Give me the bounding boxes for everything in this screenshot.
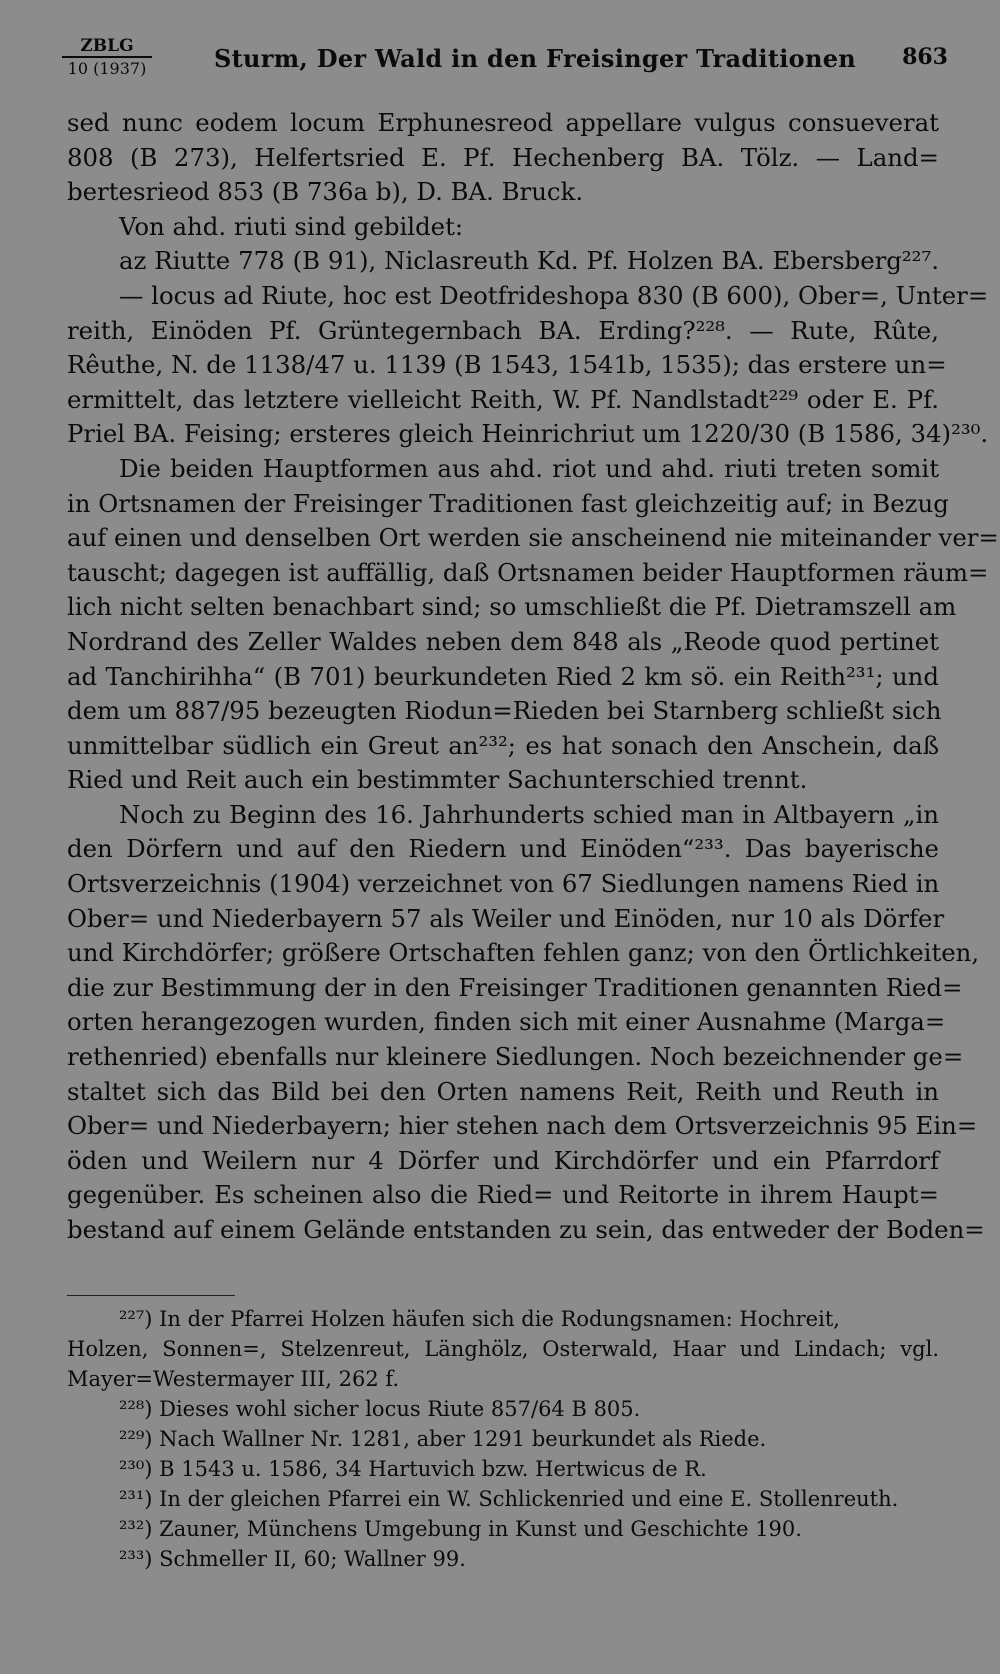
text-line: Von ahd. riuti sind gebildet:: [119, 211, 464, 241]
text-line: ad Tanchirihha“ (B 701) beurkundeten Ried 2 km sö. ein Reith²³¹; und: [67, 661, 939, 691]
footnote-line: ²³⁰) B 1543 u. 1586, 34 Hartuvich bzw. Hertwicus de R.: [119, 1457, 707, 1481]
text-line: Nordrand des Zeller Waldes neben dem 848 als „Reode quod pertinet: [67, 626, 939, 656]
text-line: Ober= und Niederbayern 57 als Weiler und Einöden, nur 10 als Dörfer: [67, 903, 945, 933]
text-line: rethenried) ebenfalls nur kleinere Siedlungen. Noch bezeichnender ge=: [67, 1042, 964, 1072]
text-line: bertesrieod 853 (B 736a b), D. BA. Bruck.: [67, 177, 584, 207]
running-header: [62, 36, 948, 86]
text-line: sed nunc eodem locum Erphunesreod appellare vulgus consueverat: [67, 108, 939, 137]
text-line: unmittelbar südlich ein Greut an²³²; es hat sonach den Anschein, daß: [67, 730, 939, 760]
running-title: Sturm, Der Wald in den Freisinger Traditionen: [214, 44, 857, 73]
text-line: auf einen und denselben Ort werden sie anscheinend nie miteinander ver=: [67, 523, 999, 553]
text-line: orten herangezogen wurden, finden sich mit einer Ausnahme (Marga=: [67, 1007, 946, 1037]
text-line: lich nicht selten benachbart sind; so umschließt die Pf. Dietramszell am: [67, 592, 957, 622]
journal-abbreviation: ZBLG: [62, 36, 152, 58]
body-text: [67, 106, 999, 1248]
footnote-line: ²²⁸) Dieses wohl sicher locus Riute 857/64 B 805.: [119, 1397, 641, 1421]
footnote-line: ²³²) Zauner, Münchens Umgebung in Kunst und Geschichte 190.: [119, 1517, 802, 1541]
text-line: tauscht; dagegen ist auffällig, daß Ortsnamen beider Hauptformen räum=: [67, 557, 989, 587]
footnote-divider: [67, 1295, 235, 1296]
text-line: die zur Bestimmung der in den Freisinger Traditionen genannten Ried=: [67, 972, 963, 1002]
text-line: Priel BA. Feising; ersteres gleich Heinrichriut um 1220/30 (B 1586, 34)²³⁰.: [67, 419, 989, 449]
text-line: Noch zu Beginn des 16. Jahrhunderts schied man in Altbayern „in: [119, 799, 939, 829]
footnote-line: ²²⁷) In der Pfarrei Holzen häufen sich die Rodungsnamen: Hochreit,: [119, 1307, 840, 1331]
text-line: Ried und Reit auch ein bestimmter Sachunterschied trennt.: [67, 765, 808, 795]
text-line: bestand auf einem Gelände entstanden zu sein, das entweder der Boden=: [67, 1215, 985, 1244]
text-line: Ortsverzeichnis (1904) verzeichnet von 67 Siedlungen namens Ried in: [67, 869, 940, 899]
volume-year: 10 (1937): [67, 59, 147, 78]
text-line: staltet sich das Bild bei den Orten namens Reit, Reith und Reuth in: [67, 1076, 939, 1106]
footnote-line: Holzen, Sonnen=, Stelzenreut, Länghölz, Osterwald, Haar und Lindach; vgl.: [67, 1337, 939, 1361]
text-line: in Ortsnamen der Freisinger Traditionen fast gleichzeitig auf; in Bezug: [67, 488, 949, 518]
journal-reference: [62, 36, 152, 80]
page-number: 863: [902, 44, 948, 70]
footnote-line: Mayer=Westermayer III, 262 f.: [67, 1367, 400, 1391]
text-line: 808 (B 273), Helfertsried E. Pf. Hechenberg BA. Tölz. — Land=: [67, 142, 939, 172]
footnote-line: ²³³) Schmeller II, 60; Wallner 99.: [119, 1547, 466, 1571]
text-line: az Riutte 778 (B 91), Niclasreuth Kd. Pf. Holzen BA. Ebersberg²²⁷.: [119, 246, 939, 276]
footnote-line: ²²⁹) Nach Wallner Nr. 1281, aber 1291 beurkundet als Riede.: [119, 1427, 767, 1451]
text-line: Die beiden Hauptformen aus ahd. riot und ahd. riuti treten somit: [119, 453, 939, 483]
text-line: den Dörfern und auf den Riedern und Einöden“²³³. Das bayerische: [67, 834, 939, 864]
text-line: gegenüber. Es scheinen also die Ried= und Reitorte in ihrem Haupt=: [67, 1180, 939, 1210]
footnote-line: ²³¹) In der gleichen Pfarrei ein W. Schlickenried und eine E. Stollenreuth.: [119, 1487, 899, 1511]
text-line: — locus ad Riute, hoc est Deotfrideshopa 830 (B 600), Ober=, Unter=: [119, 280, 989, 310]
text-line: dem um 887/95 bezeugten Riodun=Rieden bei Starnberg schließt sich: [67, 696, 942, 726]
text-line: und Kirchdörfer; größere Ortschaften fehlen ganz; von den Örtlichkeiten,: [67, 938, 980, 968]
text-line: Rêuthe, N. de 1138/47 u. 1139 (B 1543, 1541b, 1535); das erstere un=: [67, 350, 947, 380]
text-line: Ober= und Niederbayern; hier stehen nach dem Ortsverzeichnis 95 Ein=: [67, 1111, 978, 1141]
footnotes: [67, 1304, 939, 1574]
text-line: ermittelt, das letztere vielleicht Reith, W. Pf. Nandlstadt²²⁹ oder E. Pf.: [67, 384, 939, 414]
text-line: reith, Einöden Pf. Grüntegernbach BA. Erding?²²⁸. — Rute, Rûte,: [67, 315, 939, 345]
text-line: öden und Weilern nur 4 Dörfer und Kirchdörfer und ein Pfarrdorf: [67, 1145, 939, 1175]
